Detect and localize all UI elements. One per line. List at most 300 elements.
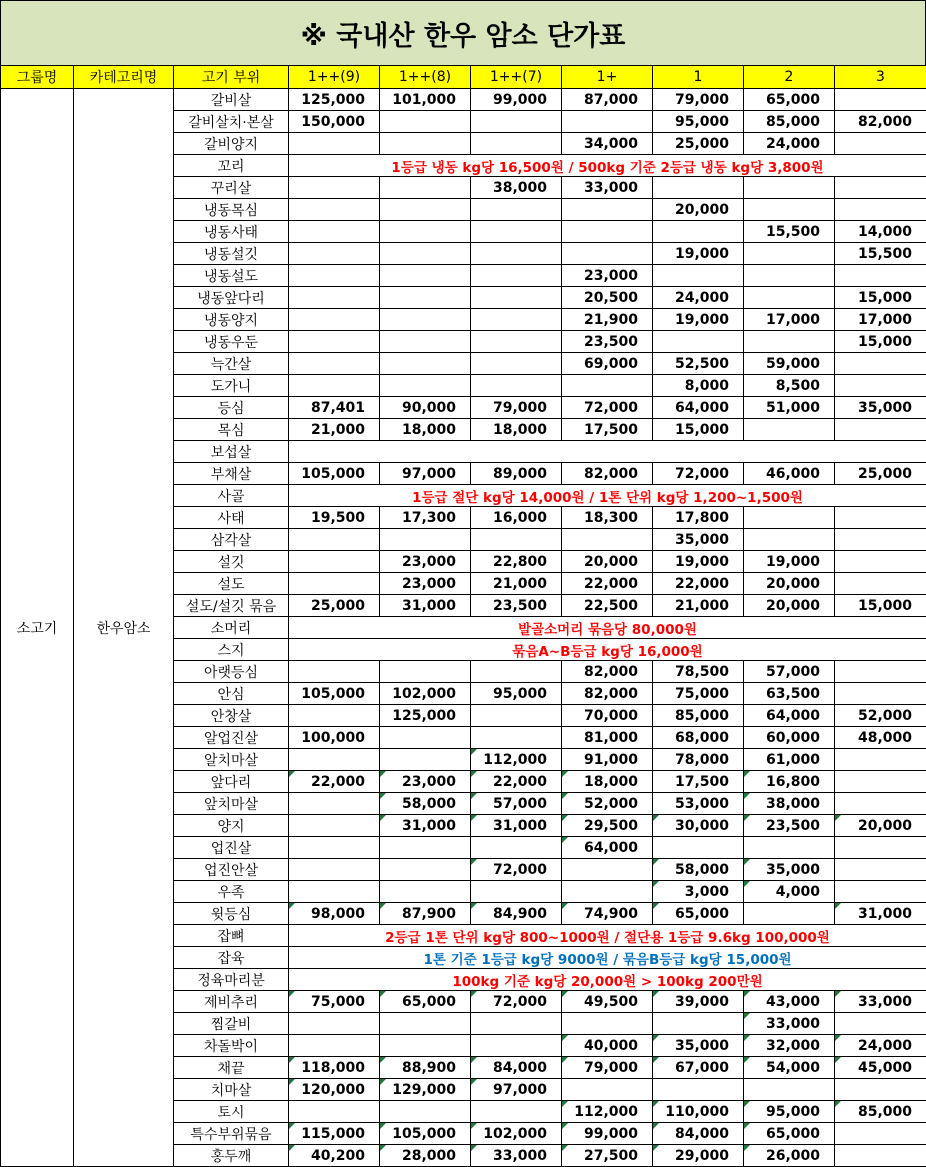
- price-cell[interactable]: [380, 529, 471, 551]
- part-cell[interactable]: 업진살: [174, 837, 289, 859]
- price-cell[interactable]: 18,000: [380, 419, 471, 441]
- price-cell[interactable]: 34,000: [562, 133, 653, 155]
- price-cell[interactable]: [289, 243, 380, 265]
- price-cell[interactable]: [380, 859, 471, 881]
- price-cell[interactable]: 16,000: [471, 507, 562, 529]
- part-cell[interactable]: 냉동양지: [174, 309, 289, 331]
- price-cell[interactable]: 49,500: [562, 991, 653, 1013]
- price-cell[interactable]: 28,000: [380, 1145, 471, 1167]
- price-cell[interactable]: 19,500: [289, 507, 380, 529]
- price-cell[interactable]: 30,000: [653, 815, 744, 837]
- price-cell[interactable]: 31,000: [471, 815, 562, 837]
- price-cell[interactable]: 120,000: [289, 1079, 380, 1101]
- price-cell[interactable]: [471, 243, 562, 265]
- part-cell[interactable]: 삼각살: [174, 529, 289, 551]
- price-cell[interactable]: [653, 837, 744, 859]
- price-cell[interactable]: 72,000: [562, 397, 653, 419]
- price-cell[interactable]: 105,000: [380, 1123, 471, 1145]
- price-cell[interactable]: [471, 199, 562, 221]
- part-cell[interactable]: 앞다리: [174, 771, 289, 793]
- price-cell[interactable]: [289, 837, 380, 859]
- part-cell[interactable]: 냉동목심: [174, 199, 289, 221]
- price-cell[interactable]: 22,000: [562, 573, 653, 595]
- price-cell[interactable]: 18,000: [562, 771, 653, 793]
- part-cell[interactable]: 안심: [174, 683, 289, 705]
- price-cell[interactable]: [289, 573, 380, 595]
- part-cell[interactable]: 소머리: [174, 617, 289, 639]
- price-cell[interactable]: 31,000: [380, 595, 471, 617]
- part-cell[interactable]: 설깃: [174, 551, 289, 573]
- price-cell[interactable]: 15,000: [835, 595, 926, 617]
- price-cell[interactable]: [380, 353, 471, 375]
- price-cell[interactable]: [380, 111, 471, 133]
- part-cell[interactable]: 찜갈비: [174, 1013, 289, 1035]
- price-cell[interactable]: [289, 375, 380, 397]
- price-cell[interactable]: 15,500: [744, 221, 835, 243]
- price-cell[interactable]: [835, 573, 926, 595]
- price-cell[interactable]: 125,000: [380, 705, 471, 727]
- part-cell[interactable]: 늑간살: [174, 353, 289, 375]
- note-cell[interactable]: 1톤 기준 1등급 kg당 9000원 / 묶음B등급 kg당 15,000원: [289, 947, 926, 969]
- price-cell[interactable]: [653, 265, 744, 287]
- note-cell[interactable]: 100kg 기준 kg당 20,000원 > 100kg 200만원: [289, 969, 926, 991]
- price-cell[interactable]: 40,000: [562, 1035, 653, 1057]
- price-cell[interactable]: 27,500: [562, 1145, 653, 1167]
- price-cell[interactable]: [835, 683, 926, 705]
- price-cell[interactable]: 23,000: [562, 265, 653, 287]
- price-cell[interactable]: 20,000: [562, 551, 653, 573]
- price-cell[interactable]: 65,000: [744, 89, 835, 111]
- price-cell[interactable]: 112,000: [562, 1101, 653, 1123]
- part-cell[interactable]: 냉동설깃: [174, 243, 289, 265]
- price-cell[interactable]: 52,000: [835, 705, 926, 727]
- price-cell[interactable]: 64,000: [653, 397, 744, 419]
- price-cell[interactable]: [835, 1079, 926, 1101]
- price-cell[interactable]: 89,000: [471, 463, 562, 485]
- price-cell[interactable]: [744, 507, 835, 529]
- price-cell[interactable]: 150,000: [289, 111, 380, 133]
- price-cell[interactable]: [380, 133, 471, 155]
- price-cell[interactable]: 19,000: [653, 551, 744, 573]
- part-cell[interactable]: 스지: [174, 639, 289, 661]
- price-cell[interactable]: [835, 793, 926, 815]
- price-cell[interactable]: 21,000: [653, 595, 744, 617]
- price-cell[interactable]: [835, 859, 926, 881]
- price-cell[interactable]: 35,000: [653, 529, 744, 551]
- price-cell[interactable]: 14,000: [835, 221, 926, 243]
- part-cell[interactable]: 냉동사태: [174, 221, 289, 243]
- price-cell[interactable]: 69,000: [562, 353, 653, 375]
- price-cell[interactable]: 82,000: [835, 111, 926, 133]
- price-cell[interactable]: 39,000: [653, 991, 744, 1013]
- price-cell[interactable]: [471, 331, 562, 353]
- price-cell[interactable]: [380, 221, 471, 243]
- price-cell[interactable]: [653, 331, 744, 353]
- price-cell[interactable]: [471, 881, 562, 903]
- column-header[interactable]: 1++(8): [380, 66, 471, 89]
- part-cell[interactable]: 양지: [174, 815, 289, 837]
- part-cell[interactable]: 채끝: [174, 1057, 289, 1079]
- price-cell[interactable]: [471, 529, 562, 551]
- part-cell[interactable]: 우족: [174, 881, 289, 903]
- part-cell[interactable]: 특수부위묶음: [174, 1123, 289, 1145]
- price-cell[interactable]: 20,000: [835, 815, 926, 837]
- price-cell[interactable]: 118,000: [289, 1057, 380, 1079]
- price-cell[interactable]: [471, 1013, 562, 1035]
- price-cell[interactable]: 67,000: [653, 1057, 744, 1079]
- price-cell[interactable]: 17,000: [744, 309, 835, 331]
- price-cell[interactable]: [835, 837, 926, 859]
- price-cell[interactable]: 43,000: [744, 991, 835, 1013]
- part-cell[interactable]: 잡육: [174, 947, 289, 969]
- price-cell[interactable]: [380, 375, 471, 397]
- part-cell[interactable]: 아랫등심: [174, 661, 289, 683]
- price-cell[interactable]: 88,900: [380, 1057, 471, 1079]
- part-cell[interactable]: 보섭살: [174, 441, 289, 463]
- price-cell[interactable]: [471, 287, 562, 309]
- price-cell[interactable]: 99,000: [562, 1123, 653, 1145]
- price-cell[interactable]: 21,000: [471, 573, 562, 595]
- price-cell[interactable]: [289, 353, 380, 375]
- price-cell[interactable]: 100,000: [289, 727, 380, 749]
- price-cell[interactable]: 15,000: [835, 287, 926, 309]
- price-cell[interactable]: 82,000: [562, 683, 653, 705]
- price-cell[interactable]: [289, 199, 380, 221]
- price-cell[interactable]: [835, 1145, 926, 1167]
- price-cell[interactable]: 72,000: [471, 859, 562, 881]
- price-cell[interactable]: 79,000: [471, 397, 562, 419]
- price-cell[interactable]: 75,000: [653, 683, 744, 705]
- price-cell[interactable]: [380, 1035, 471, 1057]
- price-cell[interactable]: [471, 133, 562, 155]
- price-cell[interactable]: [471, 309, 562, 331]
- price-cell[interactable]: [744, 529, 835, 551]
- price-cell[interactable]: [835, 551, 926, 573]
- price-cell[interactable]: 54,000: [744, 1057, 835, 1079]
- price-cell[interactable]: 61,000: [744, 749, 835, 771]
- price-cell[interactable]: [380, 1101, 471, 1123]
- price-cell[interactable]: 110,000: [653, 1101, 744, 1123]
- price-cell[interactable]: [744, 419, 835, 441]
- price-cell[interactable]: [380, 265, 471, 287]
- price-cell[interactable]: 98,000: [289, 903, 380, 925]
- price-cell[interactable]: [471, 221, 562, 243]
- price-cell[interactable]: [289, 815, 380, 837]
- part-cell[interactable]: 업진안살: [174, 859, 289, 881]
- price-cell[interactable]: [380, 661, 471, 683]
- price-cell[interactable]: [471, 265, 562, 287]
- price-cell[interactable]: 46,000: [744, 463, 835, 485]
- price-cell[interactable]: 84,900: [471, 903, 562, 925]
- price-cell[interactable]: 17,300: [380, 507, 471, 529]
- price-cell[interactable]: 58,000: [653, 859, 744, 881]
- price-cell[interactable]: 38,000: [744, 793, 835, 815]
- price-cell[interactable]: 31,000: [380, 815, 471, 837]
- price-cell[interactable]: 24,000: [744, 133, 835, 155]
- part-cell[interactable]: 윗등심: [174, 903, 289, 925]
- column-header[interactable]: 고기 부위: [174, 66, 289, 89]
- price-cell[interactable]: [562, 221, 653, 243]
- price-cell[interactable]: [562, 243, 653, 265]
- price-cell[interactable]: 17,500: [562, 419, 653, 441]
- part-cell[interactable]: 알치마살: [174, 749, 289, 771]
- price-cell[interactable]: 53,000: [653, 793, 744, 815]
- price-cell[interactable]: [289, 265, 380, 287]
- price-cell[interactable]: 16,800: [744, 771, 835, 793]
- price-cell[interactable]: 8,000: [653, 375, 744, 397]
- column-header[interactable]: 1+: [562, 66, 653, 89]
- part-cell[interactable]: 목심: [174, 419, 289, 441]
- price-cell[interactable]: [380, 881, 471, 903]
- price-cell[interactable]: 22,000: [471, 771, 562, 793]
- price-cell[interactable]: [380, 287, 471, 309]
- price-cell[interactable]: [835, 265, 926, 287]
- price-cell[interactable]: [744, 837, 835, 859]
- price-cell[interactable]: 3,000: [653, 881, 744, 903]
- note-cell[interactable]: 발골소머리 묶음당 80,000원: [289, 617, 926, 639]
- note-cell[interactable]: [289, 441, 926, 463]
- price-cell[interactable]: [744, 1079, 835, 1101]
- price-cell[interactable]: 22,000: [653, 573, 744, 595]
- price-cell[interactable]: [289, 287, 380, 309]
- price-cell[interactable]: 33,000: [744, 1013, 835, 1035]
- price-cell[interactable]: [289, 881, 380, 903]
- price-cell[interactable]: 24,000: [835, 1035, 926, 1057]
- price-cell[interactable]: [835, 661, 926, 683]
- price-cell[interactable]: 65,000: [744, 1123, 835, 1145]
- price-cell[interactable]: 19,000: [653, 309, 744, 331]
- price-cell[interactable]: [380, 243, 471, 265]
- price-cell[interactable]: 68,000: [653, 727, 744, 749]
- price-cell[interactable]: 23,500: [744, 815, 835, 837]
- price-cell[interactable]: [562, 111, 653, 133]
- price-cell[interactable]: 20,000: [653, 199, 744, 221]
- group-cell[interactable]: 소고기: [1, 89, 74, 1167]
- price-cell[interactable]: 82,000: [562, 661, 653, 683]
- price-cell[interactable]: 25,000: [835, 463, 926, 485]
- price-cell[interactable]: 17,000: [835, 309, 926, 331]
- price-cell[interactable]: 87,900: [380, 903, 471, 925]
- price-cell[interactable]: 97,000: [380, 463, 471, 485]
- price-cell[interactable]: 79,000: [562, 1057, 653, 1079]
- price-cell[interactable]: 29,500: [562, 815, 653, 837]
- price-cell[interactable]: 29,000: [653, 1145, 744, 1167]
- part-cell[interactable]: 꾸리살: [174, 177, 289, 199]
- price-cell[interactable]: 57,000: [471, 793, 562, 815]
- price-cell[interactable]: [289, 1013, 380, 1035]
- price-cell[interactable]: 22,500: [562, 595, 653, 617]
- price-cell[interactable]: 33,000: [835, 991, 926, 1013]
- price-cell[interactable]: 35,000: [835, 397, 926, 419]
- part-cell[interactable]: 설도/설깃 묶음: [174, 595, 289, 617]
- price-cell[interactable]: 20,000: [744, 595, 835, 617]
- price-cell[interactable]: 105,000: [289, 683, 380, 705]
- price-cell[interactable]: 17,800: [653, 507, 744, 529]
- price-cell[interactable]: 33,000: [471, 1145, 562, 1167]
- note-cell[interactable]: 1등급 냉동 kg당 16,500원 / 500kg 기준 2등급 냉동 kg당 3,800원: [289, 155, 926, 177]
- price-cell[interactable]: [835, 771, 926, 793]
- price-cell[interactable]: 85,000: [653, 705, 744, 727]
- price-cell[interactable]: 85,000: [835, 1101, 926, 1123]
- price-cell[interactable]: [380, 199, 471, 221]
- price-cell[interactable]: 90,000: [380, 397, 471, 419]
- price-cell[interactable]: 33,000: [562, 177, 653, 199]
- note-cell[interactable]: 1등급 절단 kg당 14,000원 / 1톤 단위 kg당 1,200~1,500원: [289, 485, 926, 507]
- price-cell[interactable]: [744, 331, 835, 353]
- price-cell[interactable]: 20,000: [744, 573, 835, 595]
- price-cell[interactable]: 23,000: [380, 771, 471, 793]
- price-cell[interactable]: [835, 1013, 926, 1035]
- part-cell[interactable]: 냉동앞다리: [174, 287, 289, 309]
- price-cell[interactable]: 85,000: [744, 111, 835, 133]
- price-cell[interactable]: [471, 111, 562, 133]
- price-cell[interactable]: 18,300: [562, 507, 653, 529]
- part-cell[interactable]: 꼬리: [174, 155, 289, 177]
- price-cell[interactable]: 23,000: [380, 573, 471, 595]
- part-cell[interactable]: 앞치마살: [174, 793, 289, 815]
- part-cell[interactable]: 갈비양지: [174, 133, 289, 155]
- price-cell[interactable]: 91,000: [562, 749, 653, 771]
- price-cell[interactable]: 84,000: [471, 1057, 562, 1079]
- price-cell[interactable]: [744, 265, 835, 287]
- part-cell[interactable]: 설도: [174, 573, 289, 595]
- price-cell[interactable]: [744, 199, 835, 221]
- price-cell[interactable]: [289, 793, 380, 815]
- price-cell[interactable]: [653, 177, 744, 199]
- price-cell[interactable]: 22,000: [289, 771, 380, 793]
- price-cell[interactable]: [835, 419, 926, 441]
- price-cell[interactable]: 58,000: [380, 793, 471, 815]
- price-cell[interactable]: 23,500: [562, 331, 653, 353]
- part-cell[interactable]: 홍두깨: [174, 1145, 289, 1167]
- price-cell[interactable]: 74,900: [562, 903, 653, 925]
- price-cell[interactable]: [380, 1013, 471, 1035]
- price-cell[interactable]: 78,000: [653, 749, 744, 771]
- price-cell[interactable]: 59,000: [744, 353, 835, 375]
- price-cell[interactable]: 35,000: [653, 1035, 744, 1057]
- price-cell[interactable]: 87,401: [289, 397, 380, 419]
- price-cell[interactable]: [289, 1035, 380, 1057]
- price-cell[interactable]: 72,000: [471, 991, 562, 1013]
- price-cell[interactable]: 65,000: [653, 903, 744, 925]
- price-cell[interactable]: 125,000: [289, 89, 380, 111]
- price-cell[interactable]: 51,000: [744, 397, 835, 419]
- price-cell[interactable]: 95,000: [471, 683, 562, 705]
- price-cell[interactable]: [562, 199, 653, 221]
- price-cell[interactable]: [653, 1013, 744, 1035]
- price-cell[interactable]: [289, 177, 380, 199]
- price-cell[interactable]: 45,000: [835, 1057, 926, 1079]
- price-cell[interactable]: 87,000: [562, 89, 653, 111]
- price-cell[interactable]: 19,000: [653, 243, 744, 265]
- price-cell[interactable]: 15,500: [835, 243, 926, 265]
- price-cell[interactable]: 24,000: [653, 287, 744, 309]
- price-cell[interactable]: 112,000: [471, 749, 562, 771]
- price-cell[interactable]: [835, 749, 926, 771]
- price-cell[interactable]: [653, 221, 744, 243]
- price-cell[interactable]: 35,000: [744, 859, 835, 881]
- price-cell[interactable]: 97,000: [471, 1079, 562, 1101]
- price-cell[interactable]: [380, 309, 471, 331]
- price-cell[interactable]: 64,000: [744, 705, 835, 727]
- price-cell[interactable]: 99,000: [471, 89, 562, 111]
- price-cell[interactable]: 15,000: [653, 419, 744, 441]
- price-cell[interactable]: 95,000: [653, 111, 744, 133]
- part-cell[interactable]: 냉동설도: [174, 265, 289, 287]
- price-cell[interactable]: [744, 903, 835, 925]
- price-cell[interactable]: [835, 199, 926, 221]
- price-cell[interactable]: 57,000: [744, 661, 835, 683]
- price-cell[interactable]: 81,000: [562, 727, 653, 749]
- price-cell[interactable]: 65,000: [380, 991, 471, 1013]
- part-cell[interactable]: 치마살: [174, 1079, 289, 1101]
- price-cell[interactable]: 19,000: [744, 551, 835, 573]
- price-cell[interactable]: [471, 727, 562, 749]
- price-cell[interactable]: 26,000: [744, 1145, 835, 1167]
- note-cell[interactable]: 2등급 1톤 단위 kg당 800~1000원 / 절단용 1등급 9.6kg 100,000원: [289, 925, 926, 947]
- price-cell[interactable]: [835, 1123, 926, 1145]
- price-cell[interactable]: 63,500: [744, 683, 835, 705]
- price-cell[interactable]: 38,000: [471, 177, 562, 199]
- price-cell[interactable]: [835, 529, 926, 551]
- price-cell[interactable]: [471, 705, 562, 727]
- part-cell[interactable]: 알업진살: [174, 727, 289, 749]
- part-cell[interactable]: 사골: [174, 485, 289, 507]
- price-cell[interactable]: [835, 881, 926, 903]
- part-cell[interactable]: 제비추리: [174, 991, 289, 1013]
- price-cell[interactable]: [562, 859, 653, 881]
- price-cell[interactable]: [380, 837, 471, 859]
- price-cell[interactable]: 78,500: [653, 661, 744, 683]
- price-cell[interactable]: 105,000: [289, 463, 380, 485]
- price-cell[interactable]: 129,000: [380, 1079, 471, 1101]
- price-cell[interactable]: 31,000: [835, 903, 926, 925]
- price-cell[interactable]: [744, 243, 835, 265]
- price-cell[interactable]: [471, 837, 562, 859]
- price-cell[interactable]: [289, 551, 380, 573]
- price-cell[interactable]: [471, 375, 562, 397]
- part-cell[interactable]: 갈비살치·본살: [174, 111, 289, 133]
- price-cell[interactable]: 18,000: [471, 419, 562, 441]
- price-cell[interactable]: [471, 1101, 562, 1123]
- price-cell[interactable]: [744, 287, 835, 309]
- price-cell[interactable]: 75,000: [289, 991, 380, 1013]
- category-cell[interactable]: 한우암소: [74, 89, 174, 1167]
- price-cell[interactable]: 20,500: [562, 287, 653, 309]
- price-cell[interactable]: [562, 1013, 653, 1035]
- price-cell[interactable]: [562, 1079, 653, 1101]
- price-cell[interactable]: 4,000: [744, 881, 835, 903]
- price-cell[interactable]: [380, 727, 471, 749]
- price-cell[interactable]: [835, 507, 926, 529]
- price-cell[interactable]: [289, 331, 380, 353]
- part-cell[interactable]: 잡뼈: [174, 925, 289, 947]
- price-cell[interactable]: 60,000: [744, 727, 835, 749]
- price-cell[interactable]: 52,000: [562, 793, 653, 815]
- price-cell[interactable]: 115,000: [289, 1123, 380, 1145]
- price-cell[interactable]: 64,000: [562, 837, 653, 859]
- note-cell[interactable]: 묶음A~B등급 kg당 16,000원: [289, 639, 926, 661]
- price-cell[interactable]: 101,000: [380, 89, 471, 111]
- column-header[interactable]: 1++(9): [289, 66, 380, 89]
- column-header[interactable]: 1++(7): [471, 66, 562, 89]
- price-cell[interactable]: [289, 749, 380, 771]
- price-cell[interactable]: [471, 661, 562, 683]
- title-cell[interactable]: [0, 0, 926, 66]
- price-cell[interactable]: 82,000: [562, 463, 653, 485]
- price-cell[interactable]: 102,000: [380, 683, 471, 705]
- price-cell[interactable]: [835, 375, 926, 397]
